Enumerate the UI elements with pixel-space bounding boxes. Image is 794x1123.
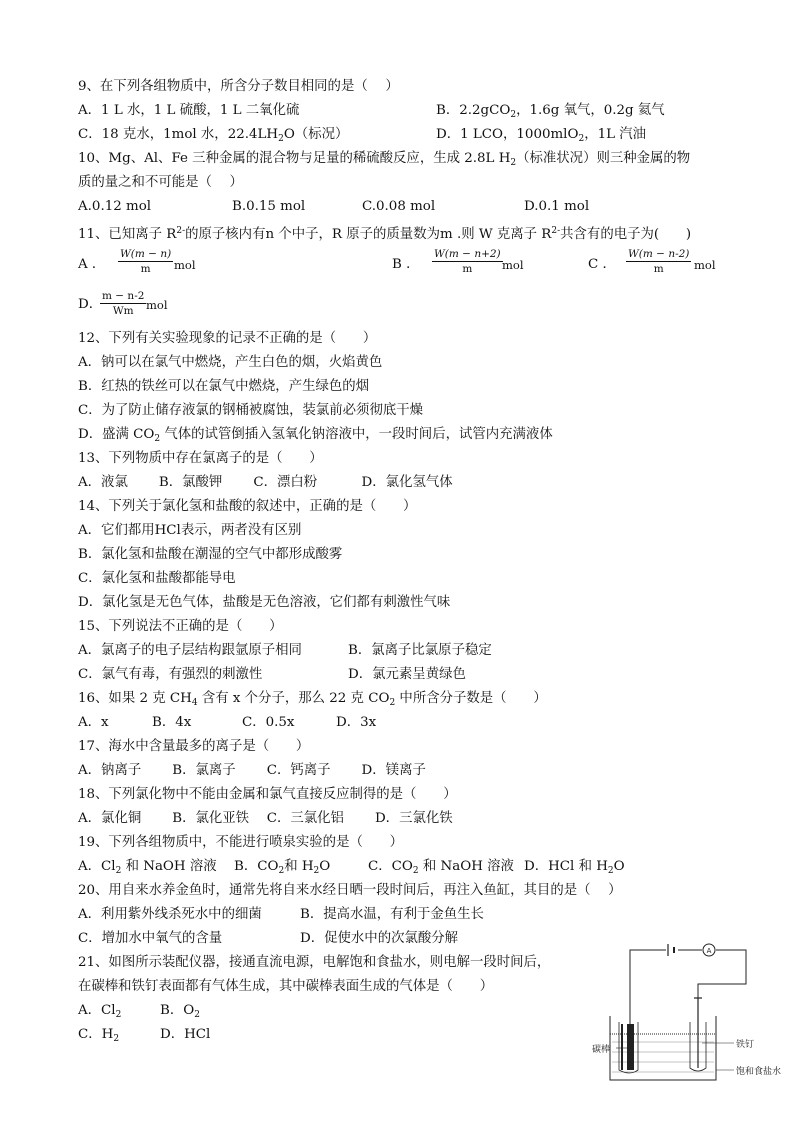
q18-options: A．氯化铜 B．氯化亚铁 C．三氯化铝 D．三氯化铁	[78, 811, 453, 826]
q12-stem: 12、下列有关实验现象的记录不正确的是（ ）	[78, 331, 377, 346]
q20-option-a: A．利用紫外线杀死水中的细菌	[78, 907, 262, 922]
q21-option-c: C．$H_2$	[78, 1027, 120, 1044]
q9-option-d: D．1 LCO，1000mlO$_2$，1L 汽油	[436, 127, 647, 144]
q11-option-d-fraction: $\frac{m - n-2}{Wm}$	[102, 290, 145, 317]
q17-options: A．钠离子 B．氯离子 C．钙离子 D．镁离子	[78, 763, 426, 778]
carbon-rod	[627, 1024, 634, 1070]
q11-option-b-label: B ．	[392, 257, 420, 272]
q11-option-c-label: C ．	[588, 257, 616, 272]
q15-option-b: B．氯离子比氯原子稳定	[348, 643, 492, 658]
q15-option-c: C．氯气有毒，有强烈的刺激性	[78, 667, 263, 682]
q21-option-d: D．HCl	[160, 1027, 211, 1042]
iron-nail-label: 铁钉	[736, 1040, 755, 1050]
q13-options: A．液氯 B．氯酸钾 C．漂白粉 D．氯化氢气体	[78, 475, 453, 490]
q14-stem: 14、下列关于氯化氢和盐酸的叙述中，正确的是（ ）	[78, 499, 417, 514]
q10-stem-2: 质的量之和不可能是（ ）	[78, 175, 243, 190]
q17-stem: 17、海水中含量最多的离子是（ ）	[78, 739, 310, 754]
q20-option-d: D．促使水中的次氯酸分解	[300, 931, 459, 946]
q10-option-b: B.0.15 mol	[232, 199, 306, 214]
q11-option-b-fraction: $\frac{W(m - n+2)}{m}$	[434, 248, 501, 275]
q10-option-d: D.0.1 mol	[524, 199, 590, 214]
q21-stem: 21、如图所示装配仪器，接通直流电源，电解饱和食盐水，则电解一段时间后，	[78, 955, 551, 970]
q19-stem: 19、下列各组物质中，不能进行喷泉实验的是（ ）	[78, 835, 404, 850]
q14-option-d: D．氯化氢是无色气体，盐酸是无色溶液，它们都有刺激性气味	[78, 595, 451, 610]
q9-option-a: A．1 L 水，1 L 硫酸，1 L 二氧化硫	[78, 103, 300, 118]
q11-option-a-unit: mol	[174, 258, 196, 272]
q12-option-b: B．红热的铁丝可以在氯气中燃烧，产生绿色的烟	[78, 379, 370, 394]
q21-option-b: B．$O_2$	[160, 1003, 200, 1020]
q11-option-a-label: A ．	[78, 257, 106, 272]
q21-option-a: A．$Cl_2$	[78, 1003, 122, 1020]
q10-stem: 10、Mg、Al、Fe 三种金属的混合物与足量的稀硫酸反应，生成 2.8L $H_2$（标准状况）则三种金属的物	[78, 151, 691, 168]
q16-option-b: B．4x	[152, 715, 192, 730]
q14-option-b: B．氯化氢和盐酸在潮湿的空气中都形成酸雾	[78, 547, 343, 562]
iron-nail	[694, 998, 702, 1068]
q19-option-c: C．$CO_2$ 和 NaOH 溶液	[368, 859, 514, 876]
q20-option-c: C．增加水中氧气的含量	[78, 931, 223, 946]
q19-option-b: B．$CO_2$和 $H_2O$	[234, 859, 331, 876]
q20-option-b: B．提高水温，有利于金鱼生长	[300, 907, 484, 922]
q12-option-c: C．为了防止储存液氯的钢桶被腐蚀，装氯前必须彻底干燥	[78, 403, 424, 418]
q19-option-d: D．HCl 和 $H_2O$	[524, 859, 625, 876]
q9-option-b: B．2.2gCO$_2$，1.6g 氧气，0.2g 氦气	[436, 103, 665, 120]
q18-stem: 18、下列氯化物中不能由金属和氯气直接反应制得的是（ ）	[78, 787, 457, 802]
carbon-rod-label: 碳棒	[592, 1045, 611, 1055]
q10-option-a: A.0.12 mol	[78, 199, 152, 214]
q11-stem: 11、已知离子 $R^{2-}$的原子核内有n 个中子，R 原子的质量数为m .则 W 克离子 $R^{2-}$共含有的电子为( )	[78, 226, 692, 242]
q11-option-c-fraction: $\frac{W(m - n-2)}{m}$	[628, 248, 690, 275]
q14-option-a: A．它们都用HCl表示，两者没有区别	[78, 523, 302, 538]
q9-stem: 9、在下列各组物质中，所含分子数目相同的是（ ）	[78, 79, 399, 94]
q11-option-a-fraction: $\frac{W(m - n)}{m}$	[120, 248, 172, 275]
q11-option-b-unit: mol	[502, 258, 524, 272]
q15-stem: 15、下列说法不正确的是（ ）	[78, 619, 283, 634]
q14-option-c: C．氯化氢和盐酸都能导电	[78, 571, 236, 586]
q12-option-a: A．钠可以在氯气中燃烧，产生白色的烟，火焰黄色	[78, 355, 383, 370]
q12-option-d: D．盛满 $CO_2$ 气体的试管倒插入氢氧化钠溶液中，一段时间后，试管内充满液体	[78, 427, 553, 444]
salt-solution-label: 饱和食盐水	[736, 1067, 782, 1077]
q21-stem-2: 在碳棒和铁钉表面都有气体生成，其中碳棒表面生成的气体是（ ）	[78, 979, 494, 994]
q16-option-d: D．3x	[336, 715, 377, 730]
q11-option-d-label: D．	[78, 297, 103, 312]
q15-option-d: D．氯元素呈黄绿色	[348, 667, 466, 682]
q9-option-c: C．18 克水，1mol 水，$22.4LH_2O$（标况）	[78, 127, 349, 144]
q10-option-c: C.0.08 mol	[362, 199, 436, 214]
q20-stem: 20、用自来水养金鱼时，通常先将自来水经日晒一段时间后，再注入鱼缸，其目的是（ ）	[78, 883, 622, 898]
q11-option-d-unit: mol	[146, 298, 168, 312]
q11-option-c-unit: mol	[694, 258, 716, 272]
q19-option-a: A．$Cl_2$ 和 NaOH 溶液	[78, 859, 217, 876]
circuit-wires	[630, 950, 746, 1048]
q15-option-a: A．氯离子的电子层结构跟氩原子相同	[78, 643, 302, 658]
q13-stem: 13、下列物质中存在氯离子的是（ ）	[78, 451, 323, 466]
battery-icon	[668, 944, 674, 956]
svg-text:A: A	[706, 947, 712, 955]
q16-option-a: A．x	[78, 715, 109, 730]
q16-stem: 16、如果 2 克 $CH_4$ 含有 x 个分子，那么 22 克 $CO_2$ 中所含分子数是（ ）	[78, 691, 547, 708]
ammeter-icon	[703, 944, 715, 956]
q16-option-c: C．0.5x	[242, 715, 295, 730]
